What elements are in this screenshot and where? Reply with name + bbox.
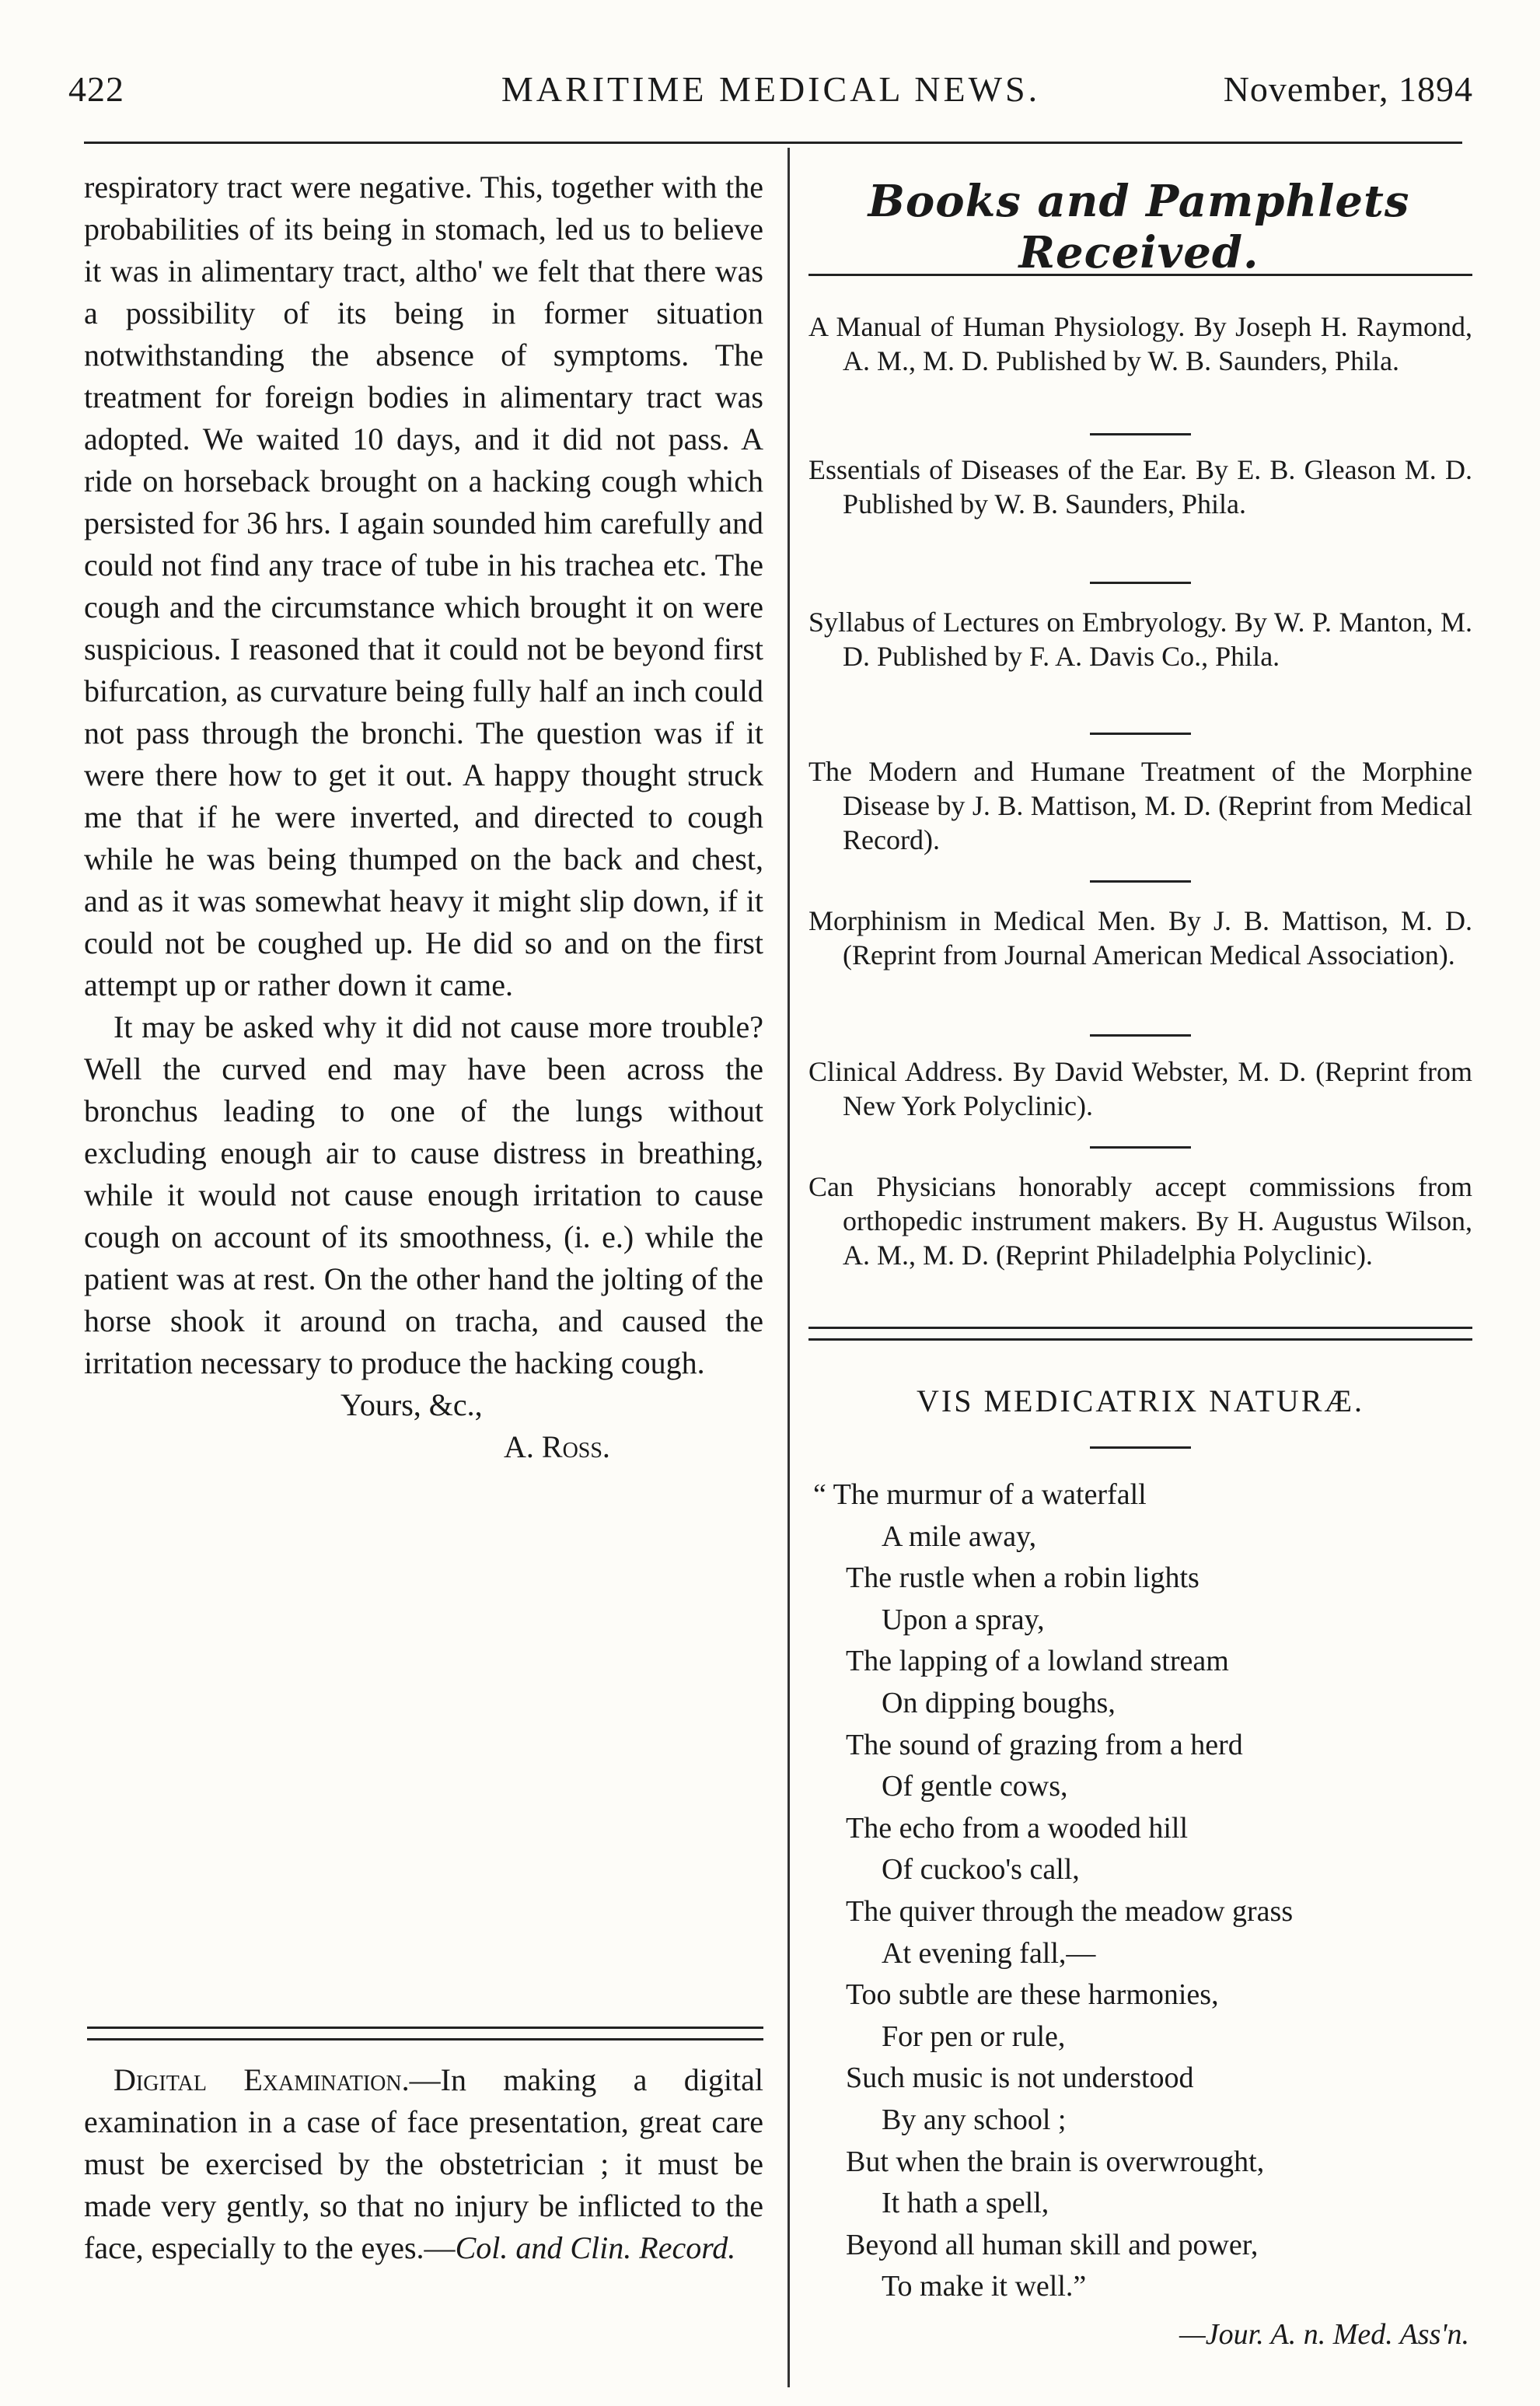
poem-line: Upon a spray, [882,1603,1045,1636]
book-separator [1090,582,1191,584]
poem-title: VIS MEDICATRIX NATURÆ. [916,1383,1365,1418]
poem-line: But when the brain is overwrought, [846,2145,1265,2178]
book-entry-7: Can Physicians honorably accept commissions from orthopedic instrument makers. By H. Augustus Wilson, A. M., M. D. (Reprint Philadelphia Polyclinic). [808,1171,1472,1271]
column-divider [787,148,790,2387]
letter-closing: Yours, &c., [340,1387,483,1422]
issue-date: November, 1894 [1223,69,1473,109]
poem-line: The quiver through the meadow grass [846,1894,1294,1928]
poem-line: The rustle when a robin lights [846,1561,1200,1595]
poem-line: To make it well.” [882,2270,1087,2303]
poem-line: For pen or rule, [882,2020,1066,2053]
poem-body [813,1474,1474,2308]
poem-line: Of cuckoo's call, [882,1853,1080,1887]
poem-title-rule [1090,1446,1191,1449]
digital-examination-source: Col. and Clin. Record. [455,2230,736,2265]
section-divider-right [808,1327,1472,1341]
poem-line: A mile away, [882,1519,1037,1553]
books-heading-rule [808,274,1472,276]
page-number: 422 [68,69,124,109]
header-rule [84,142,1462,144]
book-entry-5: Morphinism in Medical Men. By J. B. Mattison, M. D. (Reprint from Journal American Medical Association). [808,905,1472,970]
poem-line: It hath a spell, [882,2187,1049,2220]
poem-line: The echo from a wooded hill [846,1811,1189,1845]
letter-signature: A. Ross. [504,1429,610,1464]
journal-title: MARITIME MEDICAL NEWS. [501,69,1041,109]
digital-examination-article [84,2059,763,2269]
letter-column [84,166,763,1468]
book-entry-4: The Modern and Humane Treatment of the Morphine Disease by J. B. Mattison, M. D. (Reprint from Medical Record). [808,756,1472,855]
letter-paragraph-2: It may be asked why it did not cause more trouble? Well the curved end may have been across the bronchus leading to one of the lungs without excluding enough air to cause distress in breathing, while it would not cause enough irritation to cause cough on account of its smoothness, (i. e.) while the patient was at rest. On the other hand the jolting of the horse shook it around on tracha, and caused the irritation necessary to produce the hacking cough. [84,1009,763,1380]
poem-line: Such music is not understood [846,2062,1194,2095]
book-separator [1090,880,1191,883]
section-divider-left [87,2027,763,2041]
poem-line: Beyond all human skill and power, [846,2228,1259,2261]
book-separator [1090,733,1191,735]
poem-line: “ The murmur of a waterfall [813,1478,1147,1511]
page-header [68,61,1473,115]
poem-line: At evening fall,— [882,1936,1096,1970]
book-entry-3: Syllabus of Lectures on Embryology. By W. P. Manton, M. D. Published by F. A. Davis Co., Phila. [808,607,1472,672]
digital-examination-body: —In making a digital examination in a case of face presentation, great care must be exercised by the obstetrician ; it must be made very gently, so that no injury be inflicted to the face, especially to the eyes.— [84,2062,763,2265]
book-entry-6: Clinical Address. By David Webster, M. D. (Reprint from New York Polyclinic). [808,1056,1472,1121]
poem-line: The sound of grazing from a herd [846,1728,1243,1761]
poem-line: The lapping of a lowland stream [846,1645,1229,1678]
book-separator [1090,1034,1191,1037]
book-separator [1090,1146,1191,1149]
poem-line: Of gentle cows, [882,1770,1068,1803]
poem-line: By any school ; [882,2103,1067,2136]
book-separator [1090,433,1191,435]
poem-line: Too subtle are these harmonies, [846,1978,1219,2012]
poem-line: On dipping boughs, [882,1686,1116,1719]
book-entry-2: Essentials of Diseases of the Ear. By E. B. Gleason M. D. Published by W. B. Saunders, Phila. [808,454,1472,519]
letter-paragraph-1: respiratory tract were negative. This, together with the probabilities of its being in stomach, led us to believe it was in alimentary tract, altho' we felt that there was a possibility of its being in former situation notwithstanding the absence of symptoms. The treatment for foreign bodies in alimentary tract was adopted. We waited 10 days, and it did not pass. A ride on horseback brought on a hacking cough which persisted for 36 hrs. I again sounded him carefully and could not find any trace of tube in his trachea etc. The cough and the circumstance which brought it on were suspicious. I reasoned that it could not be beyond first bifurcation, as curvature being fully half an inch could not pass through the bronchi. The question was if it were there how to get it out. A happy thought struck me that if he were inverted, and directed to cough while he was being thumped on the back and chest, and as it was somewhat heavy it might slip down, if it could not be coughed up. He did so and on the first attempt up or rather down it came. [84,170,763,1002]
books-heading: Books and Pamphlets Received. [868,176,1410,278]
digital-examination-heading: Digital Examination. [113,2062,410,2097]
poem-credit: —Jour. A. n. Med. Ass'n. [1179,2318,1469,2351]
book-entry-1: A Manual of Human Physiology. By Joseph H. Raymond, A. M., M. D. Published by W. B. Saunders, Phila. [808,311,1472,376]
